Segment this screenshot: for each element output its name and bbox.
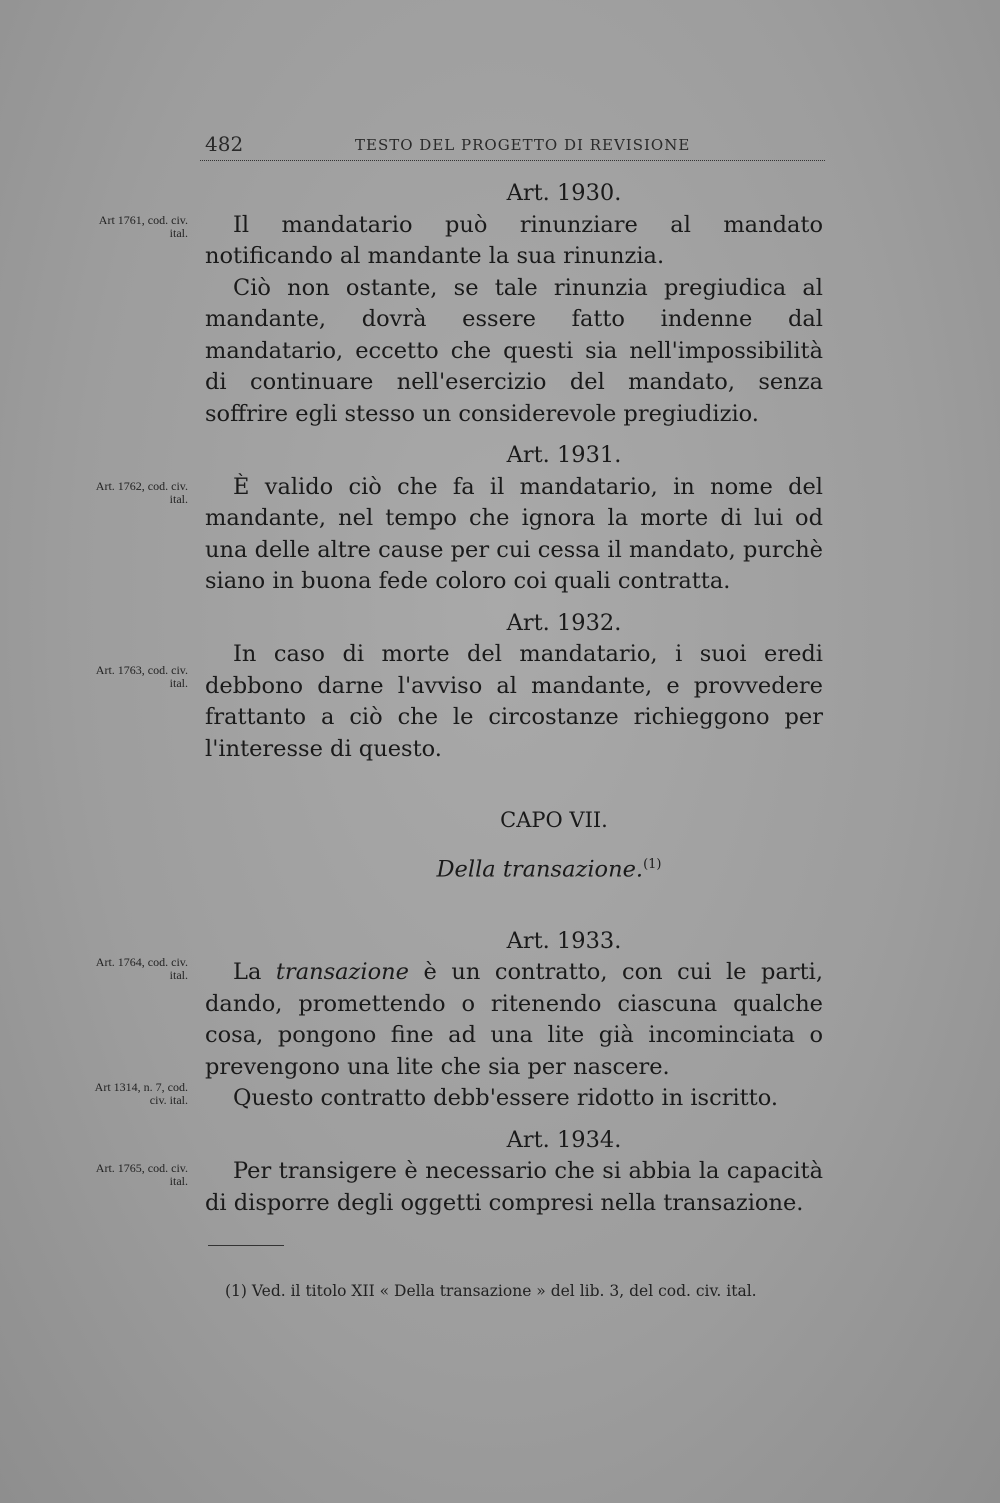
margin-note: Art 1314, n. 7, cod. civ. ital. <box>94 1080 188 1107</box>
page-number: 482 <box>205 132 244 156</box>
main-text <box>205 178 823 1219</box>
running-title: TESTO DEL PROGETTO DI REVISIONE <box>355 136 691 154</box>
paragraph: Questo contratto debb'essere ridotto in iscritto. <box>233 1085 779 1111</box>
footnote-rule <box>208 1245 284 1246</box>
paragraph: È valido ciò che fa il mandatario, in nome del mandante, nel tempo che ignora la morte di lui od una delle altre cause per cui cessa il mandato, purchè siano in buona fede coloro coi quali contratta. <box>205 473 823 594</box>
margin-note: Art 1761, cod. civ. ital. <box>98 213 188 240</box>
italic-term: transazione <box>275 959 409 985</box>
footnote-ref: (1) <box>643 856 662 872</box>
footnote: (1) Ved. il titolo XII « Della transazione » del lib. 3, del cod. civ. ital. <box>225 1282 757 1300</box>
chapter-subtitle-text: Della transazione. <box>436 856 644 882</box>
paragraph <box>205 957 823 1083</box>
header-rule <box>200 160 825 161</box>
text-run: è un contratto, con cui le parti, dando, promettendo o ritenendo ciascuna qualche cosa, pongono fine ad una lite già incominciata o prevengono una lite che sia per nascere. <box>205 959 823 1080</box>
article-heading: Art. 1930. <box>506 180 622 206</box>
margin-note: Art. 1762, cod. civ. ital. <box>95 479 188 506</box>
chapter-subtitle <box>205 849 823 886</box>
chapter-label: CAPO VII. <box>500 808 608 832</box>
margin-note: Art. 1763, cod. civ. ital. <box>95 663 188 690</box>
article-heading: Art. 1931. <box>506 442 622 468</box>
margin-note: Art. 1764, cod. civ. ital. <box>95 955 188 982</box>
article-heading: Art. 1934. <box>506 1126 622 1153</box>
paragraph: Per transigere è necessario che si abbia la capacità di disporre degli oggetti compresi nella transazione. <box>205 1158 823 1216</box>
article-heading: Art. 1933. <box>506 927 622 954</box>
text-run: La <box>233 959 276 985</box>
paragraph: In caso di morte del mandatario, i suoi eredi debbono darne l'avviso al mandante, e provvedere frattanto a ciò che le circostanze richieggono per l'interesse di questo. <box>205 641 823 762</box>
margin-note: Art. 1765, cod. civ. ital. <box>95 1161 188 1188</box>
article-heading: Art. 1932. <box>506 609 622 636</box>
paragraph: Il mandatario può rinunziare al mandato notificando al mandante la sua rinunzia. <box>205 211 823 269</box>
paragraph: Ciò non ostante, se tale rinunzia pregiudica al mandante, dovrà essere fatto indenne dal mandatario, eccetto che questi sia nell'impossibilità di continuare nell'esercizio del mandato, senza soffrire egli stesso un considerevole pregiudizio. <box>205 274 823 427</box>
